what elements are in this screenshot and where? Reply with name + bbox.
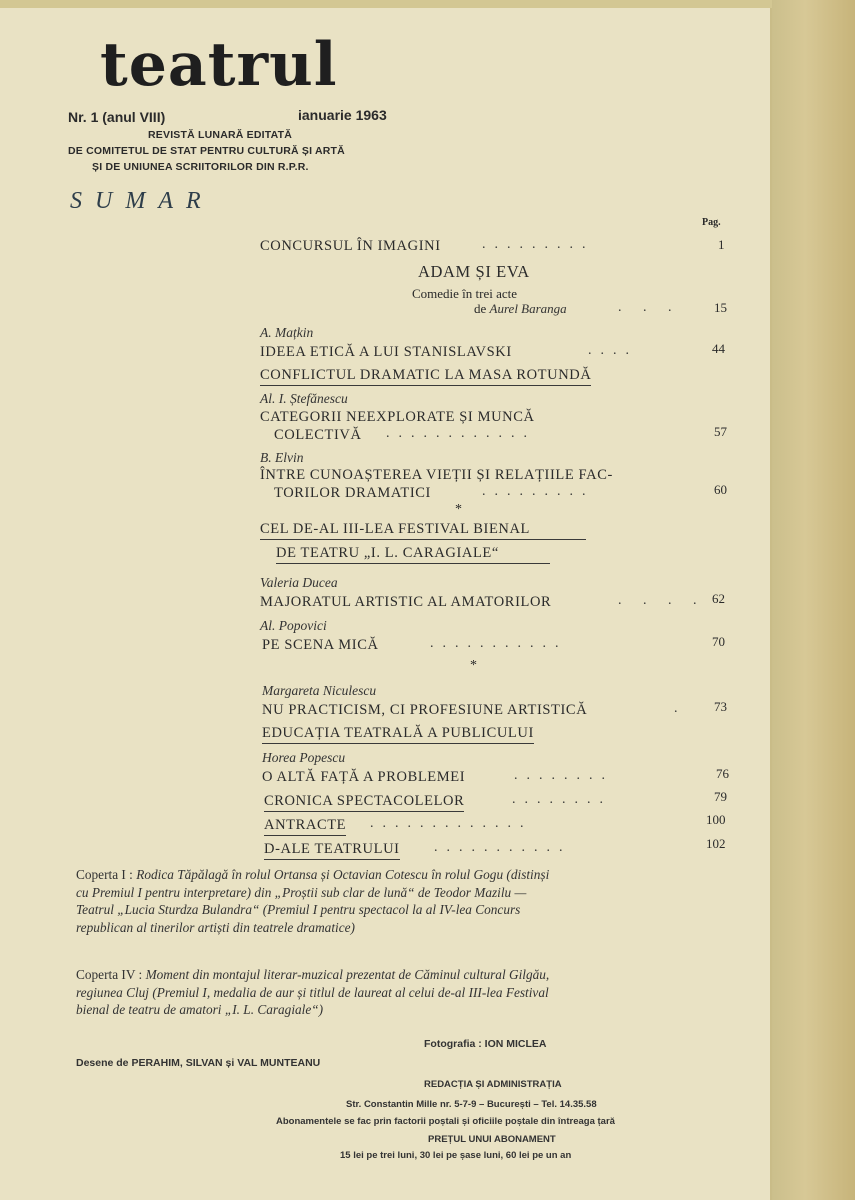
toc-leader-dots: ........... bbox=[434, 840, 572, 855]
toc-title-festival-line-1[interactable]: CEL DE-AL III-LEA FESTIVAL BIENAL bbox=[260, 521, 586, 540]
toc-title-festival-line-2[interactable]: DE TEATRU „I. L. CARAGIALE“ bbox=[276, 545, 550, 564]
toc-author-matkin: A. Mațkin bbox=[260, 325, 314, 340]
page-binding-edge bbox=[772, 0, 855, 1200]
toc-page-nu-practicism: 73 bbox=[714, 699, 727, 714]
toc-byline-prefix: de bbox=[474, 301, 487, 316]
toc-title-adam-si-eva[interactable]: ADAM ȘI EVA bbox=[418, 262, 530, 281]
toc-page-ideea-etica: 44 bbox=[712, 341, 725, 356]
toc-byline-adam-si-eva bbox=[474, 301, 567, 317]
toc-title-o-alta-fata[interactable]: O ALTĂ FAȚĂ A PROBLEMEI bbox=[262, 769, 466, 785]
toc-title-antracte[interactable]: ANTRACTE bbox=[264, 817, 346, 836]
section-separator-star: * bbox=[455, 502, 462, 517]
toc-page-d-ale-teatrului: 102 bbox=[706, 836, 726, 851]
issue-date: ianuarie 1963 bbox=[298, 107, 387, 123]
toc-page-concursul: 1 bbox=[718, 237, 725, 252]
admin-subscriptions: Abonamentele se fac prin factorii poștali și oficiile poștale din întreaga țară bbox=[276, 1116, 615, 1127]
toc-author-baranga: Aurel Baranga bbox=[489, 301, 567, 316]
cover-i-text: Rodica Tăpălagă în rolul Ortansa și Octavian Cotescu în rolul Gogu (distinși cu Premiul I pentru interpretare) din „Proștii sub clar de lună“ de Teodor Mazilu — Teatrul „Lucia Sturdza Bulandra“ (Premiul I pentru spectacol la al IV-lea Concurs republican al tinerilor artiști din teatrele dramatice) bbox=[76, 867, 550, 935]
toc-page-antracte: 100 bbox=[706, 812, 726, 827]
admin-price-title: PREȚUL UNUI ABONAMENT bbox=[428, 1134, 556, 1145]
cover-i-caption bbox=[76, 866, 556, 936]
admin-price: 15 lei pe trei luni, 30 lei pe șase luni, 60 lei pe un an bbox=[340, 1150, 572, 1161]
toc-title-categorii-line-2[interactable]: COLECTIVĂ bbox=[274, 427, 362, 443]
masthead-title: teatrul bbox=[100, 30, 338, 100]
toc-page-categorii: 57 bbox=[714, 424, 727, 439]
toc-title-d-ale-teatrului[interactable]: D-ALE TEATRULUI bbox=[264, 841, 400, 860]
toc-title-intre-cunoasterea-line-2[interactable]: TORILOR DRAMATICI bbox=[274, 485, 431, 501]
toc-title-educatia-teatrala[interactable]: EDUCAȚIA TEATRALĂ A PUBLICULUI bbox=[262, 725, 534, 744]
toc-leader-dots: ........ bbox=[512, 792, 612, 807]
issue-number: Nr. 1 (anul VIII) bbox=[68, 109, 166, 125]
toc-page-adam-si-eva: 15 bbox=[714, 300, 727, 315]
toc-title-nu-practicism[interactable]: NU PRACTICISM, CI PROFESIUNE ARTISTICĂ bbox=[262, 702, 588, 718]
toc-author-popovici: Al. Popovici bbox=[260, 618, 327, 633]
toc-leader-dots: ............ bbox=[386, 426, 536, 441]
subtitle-line-3: ȘI DE UNIUNEA SCRIITORILOR DIN R.P.R. bbox=[92, 161, 309, 173]
toc-page-cronica: 79 bbox=[714, 789, 727, 804]
section-separator-star: * bbox=[470, 658, 477, 673]
drawings-credit: Desene de PERAHIM, SILVAN și VAL MUNTEANU bbox=[76, 1057, 321, 1069]
toc-author-horea-popescu: Horea Popescu bbox=[262, 750, 346, 765]
toc-title-categorii-line-1[interactable]: CATEGORII NEEXPLORATE ȘI MUNCĂ bbox=[260, 409, 535, 425]
toc-author-elvin: B. Elvin bbox=[260, 450, 304, 465]
toc-title-concursul[interactable]: CONCURSUL ÎN IMAGINI bbox=[260, 238, 441, 254]
admin-title: REDACȚIA ȘI ADMINISTRAȚIA bbox=[424, 1079, 562, 1090]
cover-iv-label: Coperta IV : bbox=[76, 967, 143, 982]
cover-iv-caption bbox=[76, 966, 556, 1019]
toc-title-cronica-spectacolelor[interactable]: CRONICA SPECTACOLELOR bbox=[264, 793, 464, 812]
photo-credit: Fotografia : ION MICLEA bbox=[424, 1038, 547, 1050]
toc-leader-dots: . . . bbox=[618, 300, 681, 315]
toc-leader-dots: ........... bbox=[430, 636, 568, 651]
contents-heading: SUMAR bbox=[70, 188, 214, 214]
toc-leader-dots: ......... bbox=[482, 237, 595, 252]
toc-title-pe-scena-mica[interactable]: PE SCENA MICĂ bbox=[262, 637, 379, 653]
subtitle-line-2: DE COMITETUL DE STAT PENTRU CULTURĂ ȘI ARTĂ bbox=[68, 145, 345, 157]
toc-page-pe-scena-mica: 70 bbox=[712, 634, 725, 649]
toc-leader-dots: . . . . bbox=[618, 593, 706, 608]
toc-title-conflictul-dramatic[interactable]: CONFLICTUL DRAMATIC LA MASA ROTUNDĂ bbox=[260, 367, 591, 386]
page-top-edge bbox=[0, 0, 772, 8]
cover-i-label: Coperta I : bbox=[76, 867, 133, 882]
toc-title-intre-cunoasterea-line-1[interactable]: ÎNTRE CUNOAȘTEREA VIEȚII ȘI RELAȚIILE FAC- bbox=[260, 467, 613, 483]
subtitle-line-1: REVISTĂ LUNARĂ EDITATĂ bbox=[148, 129, 293, 141]
toc-leader-dots: ........ bbox=[514, 768, 614, 783]
cover-iv-text: Moment din montajul literar-muzical prezentat de Căminul cultural Gilgău, regiunea Cluj (Premiul I, medalia de aur și titlul de laureat al celui de-al III-lea Festival bienal de teatru de amatori „I. L. Caragiale“) bbox=[76, 967, 550, 1017]
toc-author-stefanescu: Al. I. Ștefănescu bbox=[260, 391, 348, 406]
toc-author-niculescu: Margareta Niculescu bbox=[262, 683, 377, 698]
toc-title-ideea-etica[interactable]: IDEEA ETICĂ A LUI STANISLAVSKI bbox=[260, 344, 512, 360]
toc-page-intre-cunoasterea: 60 bbox=[714, 482, 727, 497]
toc-leader-dots: ......... bbox=[482, 484, 595, 499]
toc-author-ducea: Valeria Ducea bbox=[260, 575, 338, 590]
page-column-heading: Pag. bbox=[702, 217, 721, 228]
toc-leader-dots: ............. bbox=[370, 816, 533, 831]
toc-title-majoratul[interactable]: MAJORATUL ARTISTIC AL AMATORILOR bbox=[260, 594, 552, 610]
toc-leader-dots: .... bbox=[588, 343, 638, 358]
toc-page-majoratul: 62 bbox=[712, 591, 725, 606]
toc-leader-dots: . bbox=[674, 701, 687, 716]
admin-address: Str. Constantin Mille nr. 5-7-9 – București – Tel. 14.35.58 bbox=[346, 1099, 597, 1110]
toc-page-o-alta-fata: 76 bbox=[716, 766, 729, 781]
toc-genre-adam-si-eva: Comedie în trei acte bbox=[412, 286, 518, 301]
